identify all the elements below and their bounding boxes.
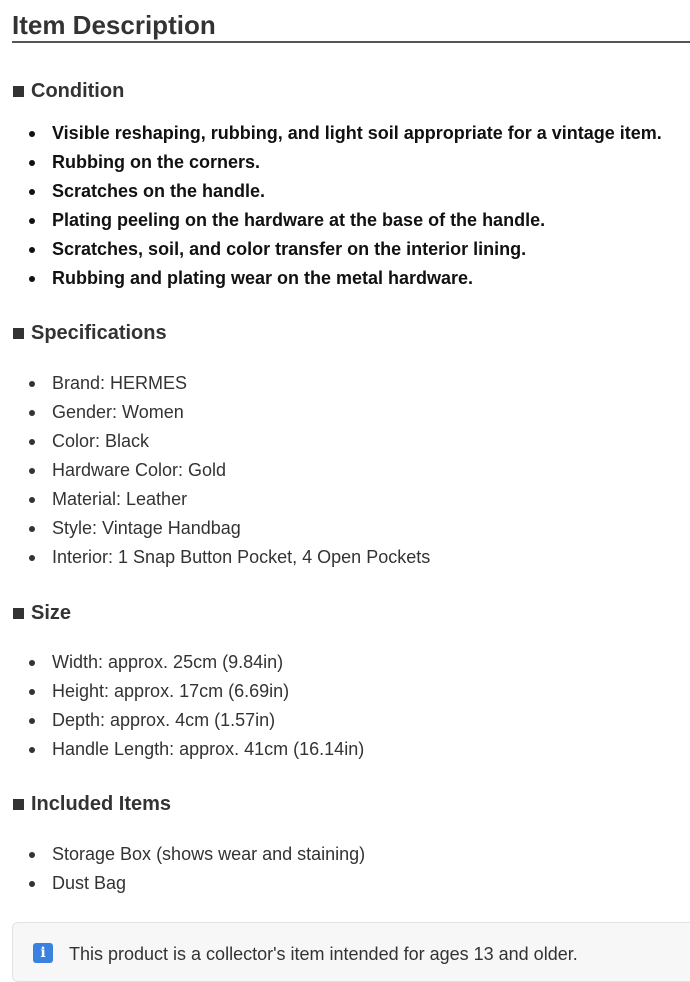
size-heading-label: Size [31,602,72,624]
specifications-heading [12,321,690,345]
notice-text: This product is a collector's item intended for ages 13 and older. [69,944,578,964]
included-items-list [12,840,690,898]
condition-list [12,119,690,293]
info-icon: i [33,943,53,963]
list-item: Interior: 1 Snap Button Pocket, 4 Open Pockets [52,543,690,572]
condition-heading [12,79,690,103]
list-item: Handle Length: approx. 41cm (16.14in) [52,735,690,764]
page-title: Item Description [12,0,690,43]
size-list [12,648,690,764]
list-item: Brand: HERMES [52,369,690,398]
condition-heading-label: Condition [31,80,125,102]
list-item: Plating peeling on the hardware at the base of the handle. [52,206,690,235]
list-item: Depth: approx. 4cm (1.57in) [52,706,690,735]
included-items-heading [12,792,690,816]
list-item: Style: Vintage Handbag [52,514,690,543]
list-item: Scratches on the handle. [52,177,690,206]
list-item: Hardware Color: Gold [52,456,690,485]
specifications-list [12,369,690,572]
age-notice [12,922,690,982]
size-heading [12,601,690,625]
list-item: Gender: Women [52,398,690,427]
specifications-heading-label: Specifications [31,322,167,344]
list-item: Rubbing on the corners. [52,148,690,177]
list-item: Dust Bag [52,869,690,898]
square-bullet-icon [13,608,24,619]
list-item: Color: Black [52,427,690,456]
square-bullet-icon [13,799,24,810]
list-item: Storage Box (shows wear and staining) [52,840,690,869]
list-item: Width: approx. 25cm (9.84in) [52,648,690,677]
list-item: Height: approx. 17cm (6.69in) [52,677,690,706]
list-item: Material: Leather [52,485,690,514]
item-description-panel [12,0,690,898]
list-item: Visible reshaping, rubbing, and light soil appropriate for a vintage item. [52,119,690,148]
list-item: Rubbing and plating wear on the metal hardware. [52,264,690,293]
square-bullet-icon [13,328,24,339]
included-items-heading-label: Included Items [31,793,172,815]
square-bullet-icon [13,86,24,97]
list-item: Scratches, soil, and color transfer on the interior lining. [52,235,690,264]
